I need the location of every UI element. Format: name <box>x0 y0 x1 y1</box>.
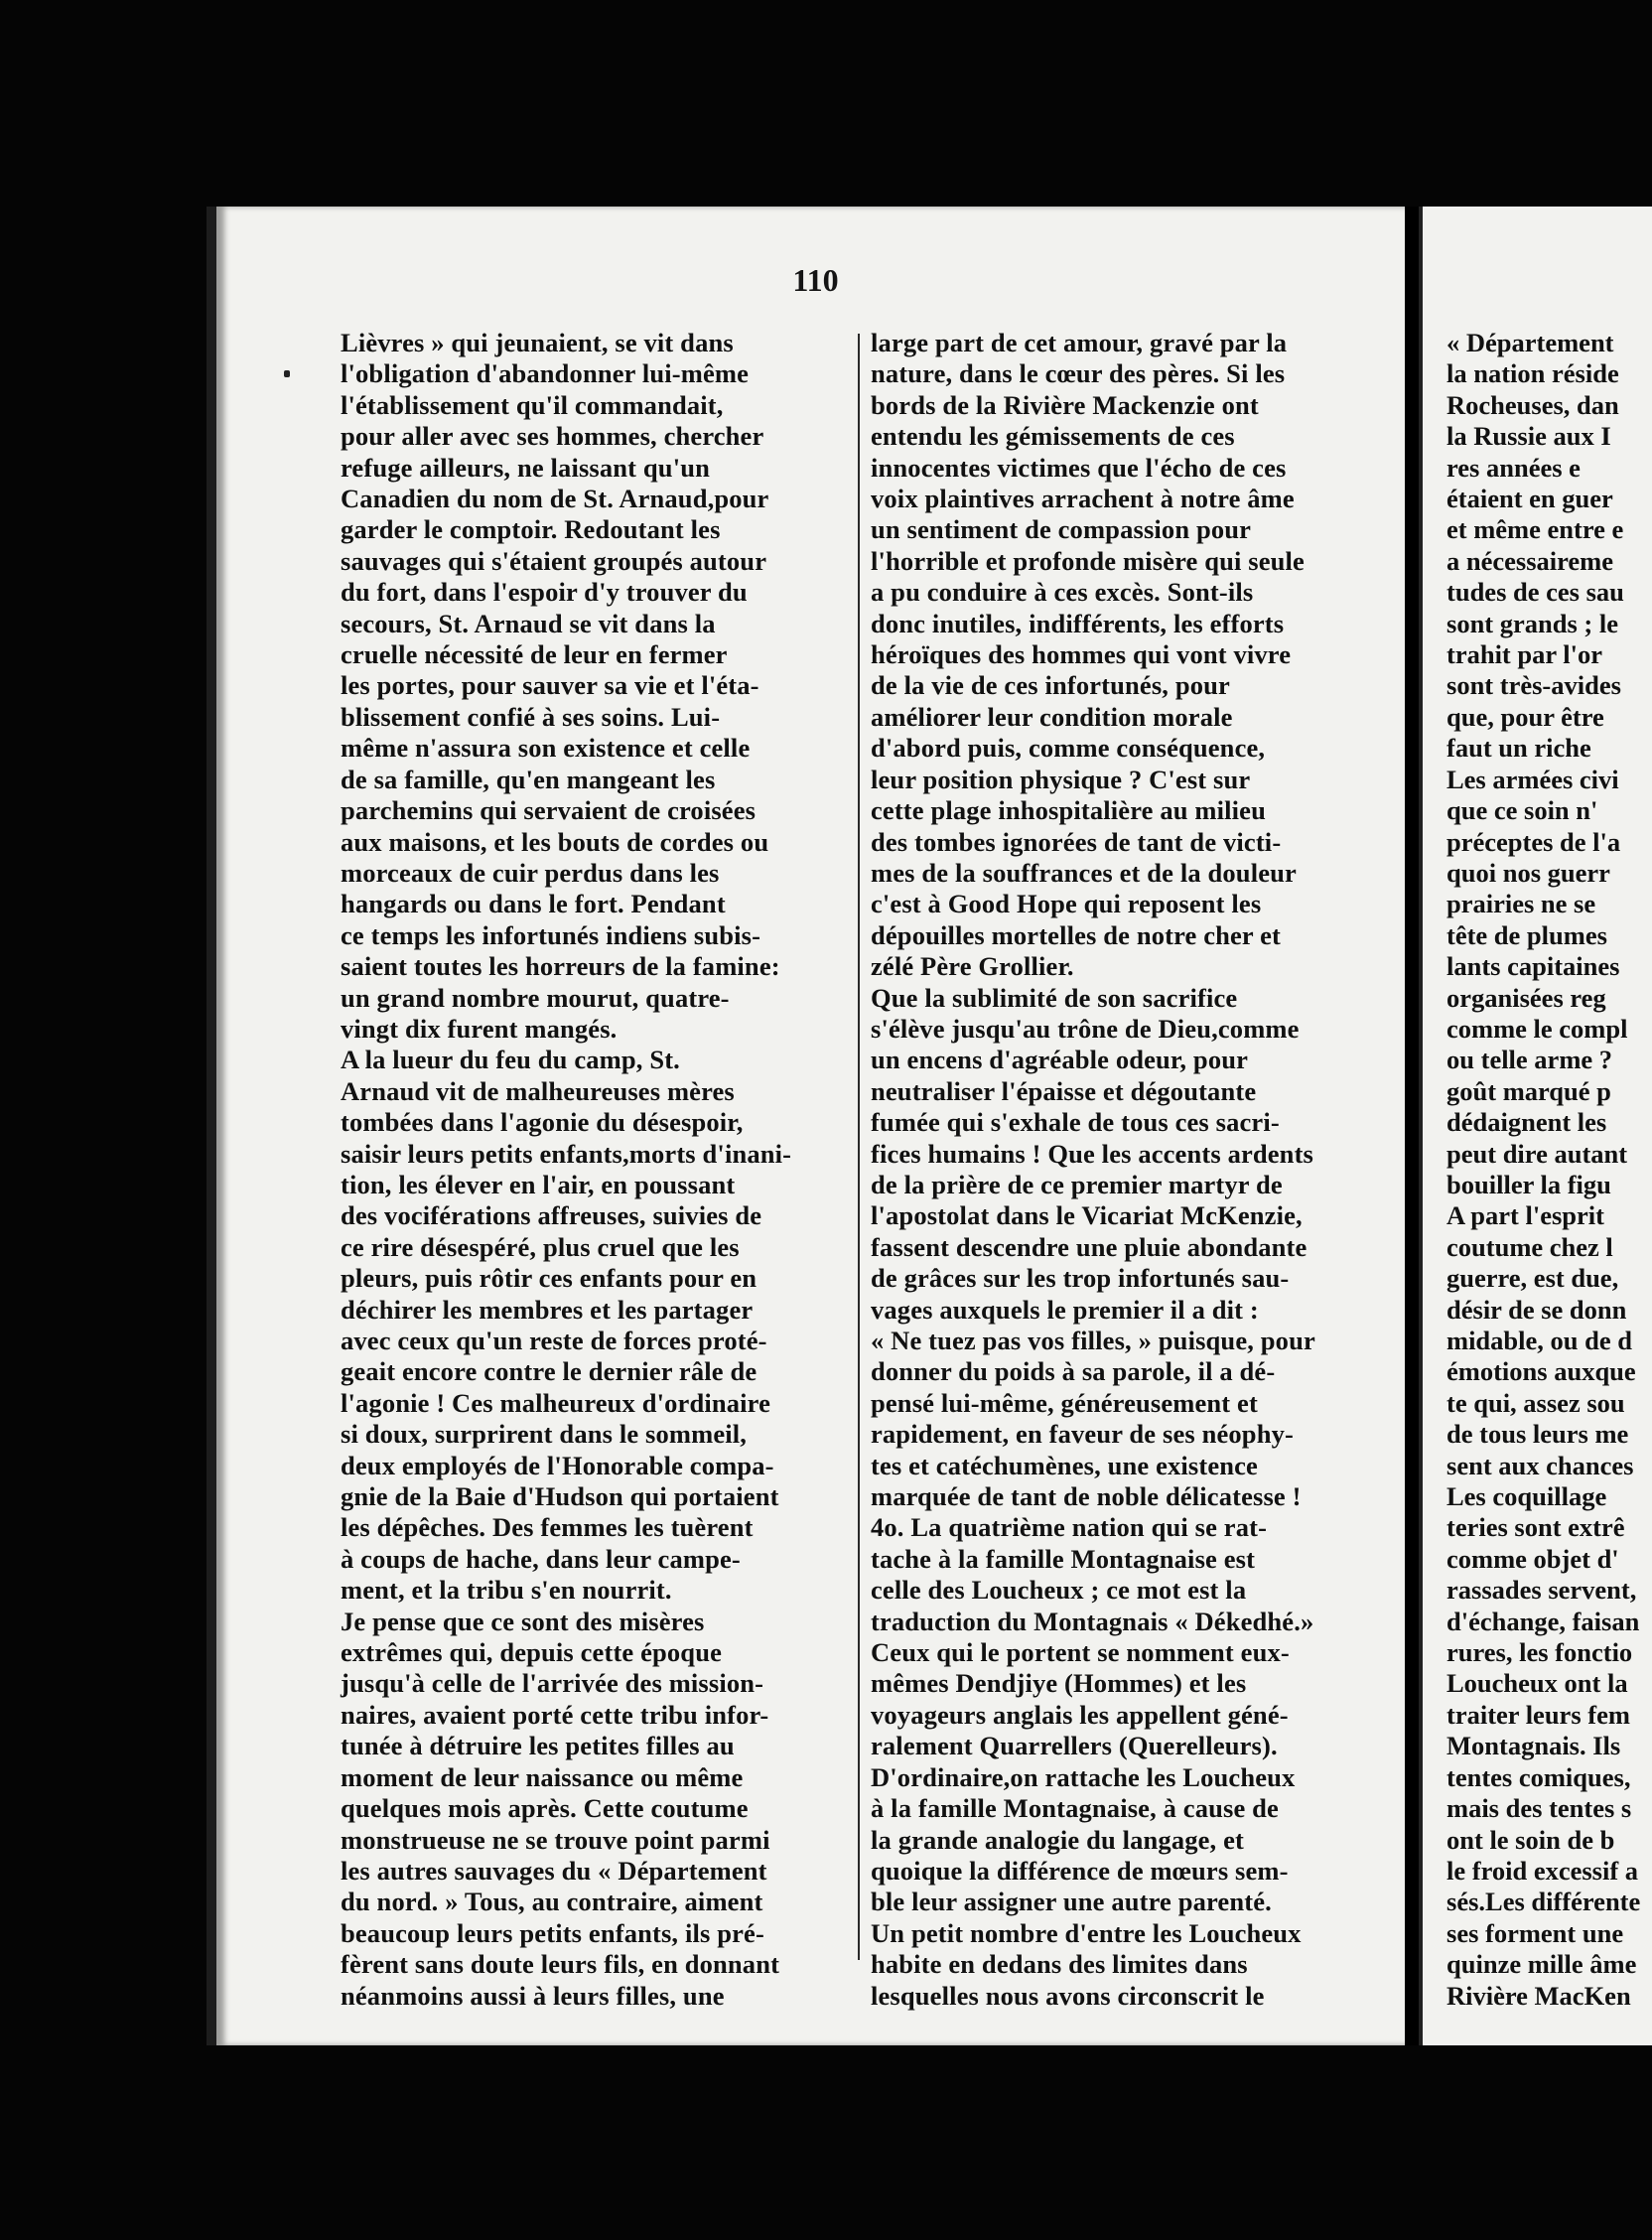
text-line: voix plaintives arrachent à notre âme <box>871 484 1295 514</box>
text-line: quelques mois après. Cette coutume <box>341 1793 749 1824</box>
adjacent-text-line: sont grands ; le <box>1446 608 1619 638</box>
text-line: Que la sublimité de son sacrifice <box>871 982 1238 1013</box>
text-line: c'est à Good Hope qui reposent les <box>871 889 1262 919</box>
text-line: hangards ou dans le fort. Pendant <box>341 889 726 919</box>
text-line: de la vie de ces infortunés, pour <box>871 670 1230 701</box>
text-line: 4o. La quatrième nation qui se rat- <box>871 1512 1268 1543</box>
text-line: un grand nombre mourut, quatre- <box>341 982 730 1013</box>
adjacent-text-line: res années e <box>1446 452 1581 483</box>
text-line: la grande analogie du langage, et <box>871 1824 1244 1855</box>
adjacent-text-line: Les armées civi <box>1446 764 1619 794</box>
text-line: des tombes ignorées de tant de victi- <box>871 826 1282 857</box>
text-line: un sentiment de compassion pour <box>871 514 1252 545</box>
adjacent-text-line: comme le compl <box>1446 1013 1628 1044</box>
adjacent-text-line: d'échange, faisan <box>1446 1606 1640 1636</box>
text-line: donner du poids à sa parole, il a dé- <box>871 1356 1276 1387</box>
text-line: jusqu'à celle de l'arrivée des mission- <box>341 1668 764 1699</box>
adjacent-text-line: désir de se donn <box>1446 1294 1627 1325</box>
adjacent-text-line: rassades servent, <box>1446 1575 1637 1606</box>
text-line: A la lueur du feu du camp, St. <box>341 1045 680 1075</box>
text-line: de la prière de ce premier martyr de <box>871 1169 1283 1199</box>
text-line: Je pense que ce sont des misères <box>341 1606 705 1636</box>
adjacent-text-line: tudes de ces sau <box>1446 577 1624 608</box>
text-line: Lièvres » qui jeunaient, se vit dans <box>341 328 734 357</box>
text-line: d'abord puis, comme conséquence, <box>871 733 1266 764</box>
adjacent-text-line: sés.Les différente <box>1446 1887 1641 1917</box>
text-line: habite en dedans des limites dans <box>871 1949 1248 1980</box>
text-line: beaucoup leurs petits enfants, ils pré- <box>341 1917 764 1948</box>
adjacent-text-line: midable, ou de d <box>1446 1326 1633 1355</box>
text-line: Un petit nombre d'entre les Loucheux <box>871 1917 1302 1948</box>
text-line: vingt dix furent mangés. <box>341 1013 618 1044</box>
adjacent-text-line: de tous leurs me <box>1446 1419 1629 1450</box>
text-line: morceaux de cuir perdus dans les <box>341 857 720 888</box>
text-line: secours, St. Arnaud se vit dans la <box>341 608 716 638</box>
text-line: nature, dans le cœur des pères. Si les <box>871 358 1286 389</box>
text-line: tombées dans l'agonie du désespoir, <box>341 1107 744 1138</box>
text-line: garder le comptoir. Redoutant les <box>341 514 721 545</box>
text-line: ble leur assigner une autre parenté. <box>871 1887 1272 1917</box>
text-line: a pu conduire à ces excès. Sont-ils <box>871 577 1254 608</box>
adjacent-text-line: tentes comiques, <box>1446 1761 1631 1792</box>
text-line: tes et catéchumènes, une existence <box>871 1450 1258 1480</box>
text-line: Ceux qui le portent se nomment eux- <box>871 1637 1290 1668</box>
text-line: les autres sauvages du « Département <box>341 1855 767 1886</box>
adjacent-text-line: émotions auxque <box>1446 1356 1636 1387</box>
adjacent-text-line: que, pour être <box>1446 701 1604 732</box>
text-line: large part de cet amour, gravé par la <box>871 328 1288 357</box>
adjacent-text-line: A part l'esprit <box>1446 1200 1604 1231</box>
text-line: à la famille Montagnaise, à cause de <box>871 1793 1279 1824</box>
text-line: innocentes victimes que l'écho de ces <box>871 452 1287 483</box>
text-line: pensé lui-même, généreusement et <box>871 1387 1258 1418</box>
book-gutter <box>1405 207 1419 2045</box>
text-line: même n'assura son existence et celle <box>341 733 751 764</box>
text-line: moment de leur naissance ou même <box>341 1761 744 1792</box>
text-line: à coups de hache, dans leur campe- <box>341 1543 741 1574</box>
text-line: quoique la différence de mœurs sem- <box>871 1855 1289 1886</box>
text-line: fices humains ! Que les accents ardents <box>871 1138 1314 1169</box>
adjacent-text-line: sent aux chances <box>1446 1450 1634 1480</box>
text-line: saisir leurs petits enfants,morts d'inani- <box>341 1138 792 1169</box>
text-line: ment, et la tribu s'en nourrit. <box>341 1575 672 1606</box>
text-line: fumée qui s'exhale de tous ces sacri- <box>871 1107 1280 1138</box>
adjacent-page-column <box>1446 328 1652 2012</box>
text-line: geait encore contre le dernier râle de <box>341 1356 757 1387</box>
adjacent-text-line: tête de plumes <box>1446 919 1607 950</box>
text-line: tion, les élever en l'air, en poussant <box>341 1169 736 1199</box>
adjacent-text-line: prairies ne se <box>1446 889 1596 919</box>
adjacent-text-line: peut dire autant <box>1446 1138 1628 1169</box>
text-line: naires, avaient porté cette tribu infor- <box>341 1699 769 1730</box>
text-line: Arnaud vit de malheureuses mères <box>341 1075 735 1106</box>
adjacent-text-line: mais des tentes s <box>1446 1793 1632 1824</box>
text-line: refuge ailleurs, ne laissant qu'un <box>341 452 710 483</box>
adjacent-text-line: le froid excessif a <box>1446 1855 1639 1886</box>
text-line: si doux, surprirent dans le sommeil, <box>341 1419 748 1450</box>
text-line: deux employés de l'Honorable compa- <box>341 1450 774 1480</box>
column-divider <box>858 334 860 1960</box>
text-line: mêmes Dendjiye (Hommes) et les <box>871 1668 1247 1699</box>
text-line: pleurs, puis rôtir ces enfants pour en <box>341 1263 757 1294</box>
adjacent-text-line: Loucheux ont la <box>1446 1668 1628 1699</box>
text-line: des vociférations affreuses, suivies de <box>341 1200 762 1231</box>
text-line: cette plage inhospitalière au milieu <box>871 795 1266 826</box>
text-line: ralement Quarrellers (Querelleurs). <box>871 1731 1278 1761</box>
text-line: avec ceux qu'un reste de forces proté- <box>341 1326 767 1355</box>
adjacent-text-line: et même entre e <box>1446 514 1624 545</box>
text-line: du fort, dans l'espoir d'y trouver du <box>341 577 748 608</box>
text-line: l'apostolat dans le Vicariat McKenzie, <box>871 1200 1303 1231</box>
adjacent-text-line: lants capitaines <box>1446 951 1620 982</box>
text-line: lesquelles nous avons circonscrit le <box>871 1980 1265 2011</box>
text-line: monstrueuse ne se trouve point parmi <box>341 1824 770 1855</box>
text-line: les portes, pour sauver sa vie et l'éta- <box>341 670 759 701</box>
adjacent-text-line: te qui, assez sou <box>1446 1387 1625 1418</box>
text-line: héroïques des hommes qui vont vivre <box>871 639 1292 670</box>
text-line: ce rire désespéré, plus cruel que les <box>341 1231 740 1262</box>
text-line: gnie de la Baie d'Hudson qui portaient <box>341 1481 779 1512</box>
text-line: zélé Père Grollier. <box>871 951 1074 982</box>
adjacent-text-line: rures, les fonctio <box>1446 1637 1633 1668</box>
adjacent-text-line: trahit par l'or <box>1446 639 1603 670</box>
text-line: l'horrible et profonde misère qui seule <box>871 545 1305 576</box>
text-line: de grâces sur les trop infortunés sau- <box>871 1263 1290 1294</box>
adjacent-text-line: préceptes de l'a <box>1446 826 1621 857</box>
page-number: 110 <box>792 262 839 298</box>
left-text-column <box>341 328 857 2012</box>
adjacent-text-line: dédaignent les <box>1446 1107 1607 1138</box>
text-line: leur position physique ? C'est sur <box>871 764 1251 794</box>
adjacent-text-line: guerre, est due, <box>1446 1263 1619 1294</box>
text-line: voyageurs anglais les appellent géné- <box>871 1699 1289 1730</box>
adjacent-text-line: a nécessaireme <box>1446 545 1614 576</box>
text-line: pour aller avec ses hommes, chercher <box>341 421 764 452</box>
text-line: neutraliser l'épaisse et dégoutante <box>871 1075 1257 1106</box>
adjacent-text-line: la Russie aux I <box>1446 421 1611 452</box>
text-line: sauvages qui s'étaient groupés autour <box>341 545 767 576</box>
text-line: s'élève jusqu'au trône de Dieu,comme <box>871 1013 1300 1044</box>
text-line: du nord. » Tous, au contraire, aiment <box>341 1887 763 1917</box>
text-line: bords de la Rivière Mackenzie ont <box>871 389 1259 420</box>
text-line: les dépêches. Des femmes les tuèrent <box>341 1512 754 1543</box>
adjacent-text-line: ou telle arme ? <box>1446 1045 1613 1075</box>
adjacent-text-line: « Département <box>1446 328 1614 357</box>
adjacent-text-line: Montagnais. Ils <box>1446 1731 1621 1761</box>
text-line: extrêmes qui, depuis cette époque <box>341 1637 722 1668</box>
adjacent-text-line: quoi nos guerr <box>1446 857 1610 888</box>
adjacent-text-line: ses forment une <box>1446 1917 1624 1948</box>
adjacent-text-line: faut un riche <box>1446 733 1591 764</box>
text-line: cruelle nécessité de leur en fermer <box>341 639 728 670</box>
text-line: rapidement, en faveur de ses néophy- <box>871 1419 1294 1450</box>
adjacent-text-line: traiter leurs fem <box>1446 1699 1630 1730</box>
text-line: dépouilles mortelles de notre cher et <box>871 919 1282 950</box>
text-line: « Ne tuez pas vos filles, » puisque, pour <box>871 1326 1315 1355</box>
text-line: parchemins qui servaient de croisées <box>341 795 757 826</box>
adjacent-text-line: bouiller la figu <box>1446 1169 1611 1199</box>
text-line: ce temps les infortunés indiens subis- <box>341 919 761 950</box>
adjacent-text-line: quinze mille âme <box>1446 1949 1637 1980</box>
text-line: de sa famille, qu'en mangeant les <box>341 764 716 794</box>
text-line: fèrent sans doute leurs fils, en donnant <box>341 1949 780 1980</box>
adjacent-text-line: Les coquillage <box>1446 1481 1607 1512</box>
adjacent-text-line: coutume chez l <box>1446 1231 1613 1262</box>
text-line: aux maisons, et les bouts de cordes ou <box>341 826 769 857</box>
text-line: déchirer les membres et les partager <box>341 1294 754 1325</box>
text-line: tunée à détruire les petites filles au <box>341 1731 735 1761</box>
adjacent-text-line: étaient en guer <box>1446 484 1613 514</box>
text-line: un encens d'agréable odeur, pour <box>871 1045 1249 1075</box>
text-line: mes de la souffrances et de la douleur <box>871 857 1297 888</box>
adjacent-text-line: Rocheuses, dan <box>1446 389 1619 420</box>
margin-mark <box>284 370 290 377</box>
right-text-column <box>871 328 1387 2012</box>
adjacent-text-line: teries sont extrê <box>1446 1512 1625 1543</box>
adjacent-text-line: ont le soin de b <box>1446 1824 1615 1855</box>
text-line: l'obligation d'abandonner lui-même <box>341 358 750 389</box>
text-line: vages auxquels le premier il a dit : <box>871 1294 1259 1325</box>
text-line: donc inutiles, indifférents, les efforts <box>871 608 1285 638</box>
adjacent-text-line: sont très-avides <box>1446 670 1621 701</box>
text-line: tache à la famille Montagnaise est <box>871 1543 1256 1574</box>
adjacent-text-line: organisées reg <box>1446 982 1606 1013</box>
adjacent-text-line: Rivière MacKen <box>1446 1980 1631 2011</box>
text-line: néanmoins aussi à leurs filles, une <box>341 1980 725 2011</box>
text-line: l'établissement qu'il commandait, <box>341 389 724 420</box>
text-line: blissement confié à ses soins. Lui- <box>341 701 721 732</box>
text-line: marquée de tant de noble délicatesse ! <box>871 1481 1302 1512</box>
adjacent-page <box>1419 207 1652 2045</box>
book-page <box>206 207 1415 2045</box>
adjacent-text-line: que ce soin n' <box>1446 795 1598 826</box>
text-line: traduction du Montagnais « Dékedhé.» <box>871 1606 1314 1636</box>
text-line: Canadien du nom de St. Arnaud,pour <box>341 484 769 514</box>
text-line: D'ordinaire,on rattache les Loucheux <box>871 1761 1296 1792</box>
adjacent-text-line: goût marqué p <box>1446 1075 1611 1106</box>
text-line: l'agonie ! Ces malheureux d'ordinaire <box>341 1387 770 1418</box>
text-line: fassent descendre une pluie abondante <box>871 1231 1308 1262</box>
text-line: entendu les gémissements de ces <box>871 421 1235 452</box>
text-line: celle des Loucheux ; ce mot est la <box>871 1575 1247 1606</box>
text-line: améliorer leur condition morale <box>871 701 1233 732</box>
adjacent-text-line: comme objet d' <box>1446 1543 1619 1574</box>
text-line: saient toutes les horreurs de la famine: <box>341 951 780 982</box>
adjacent-text-line: la nation réside <box>1446 358 1619 389</box>
